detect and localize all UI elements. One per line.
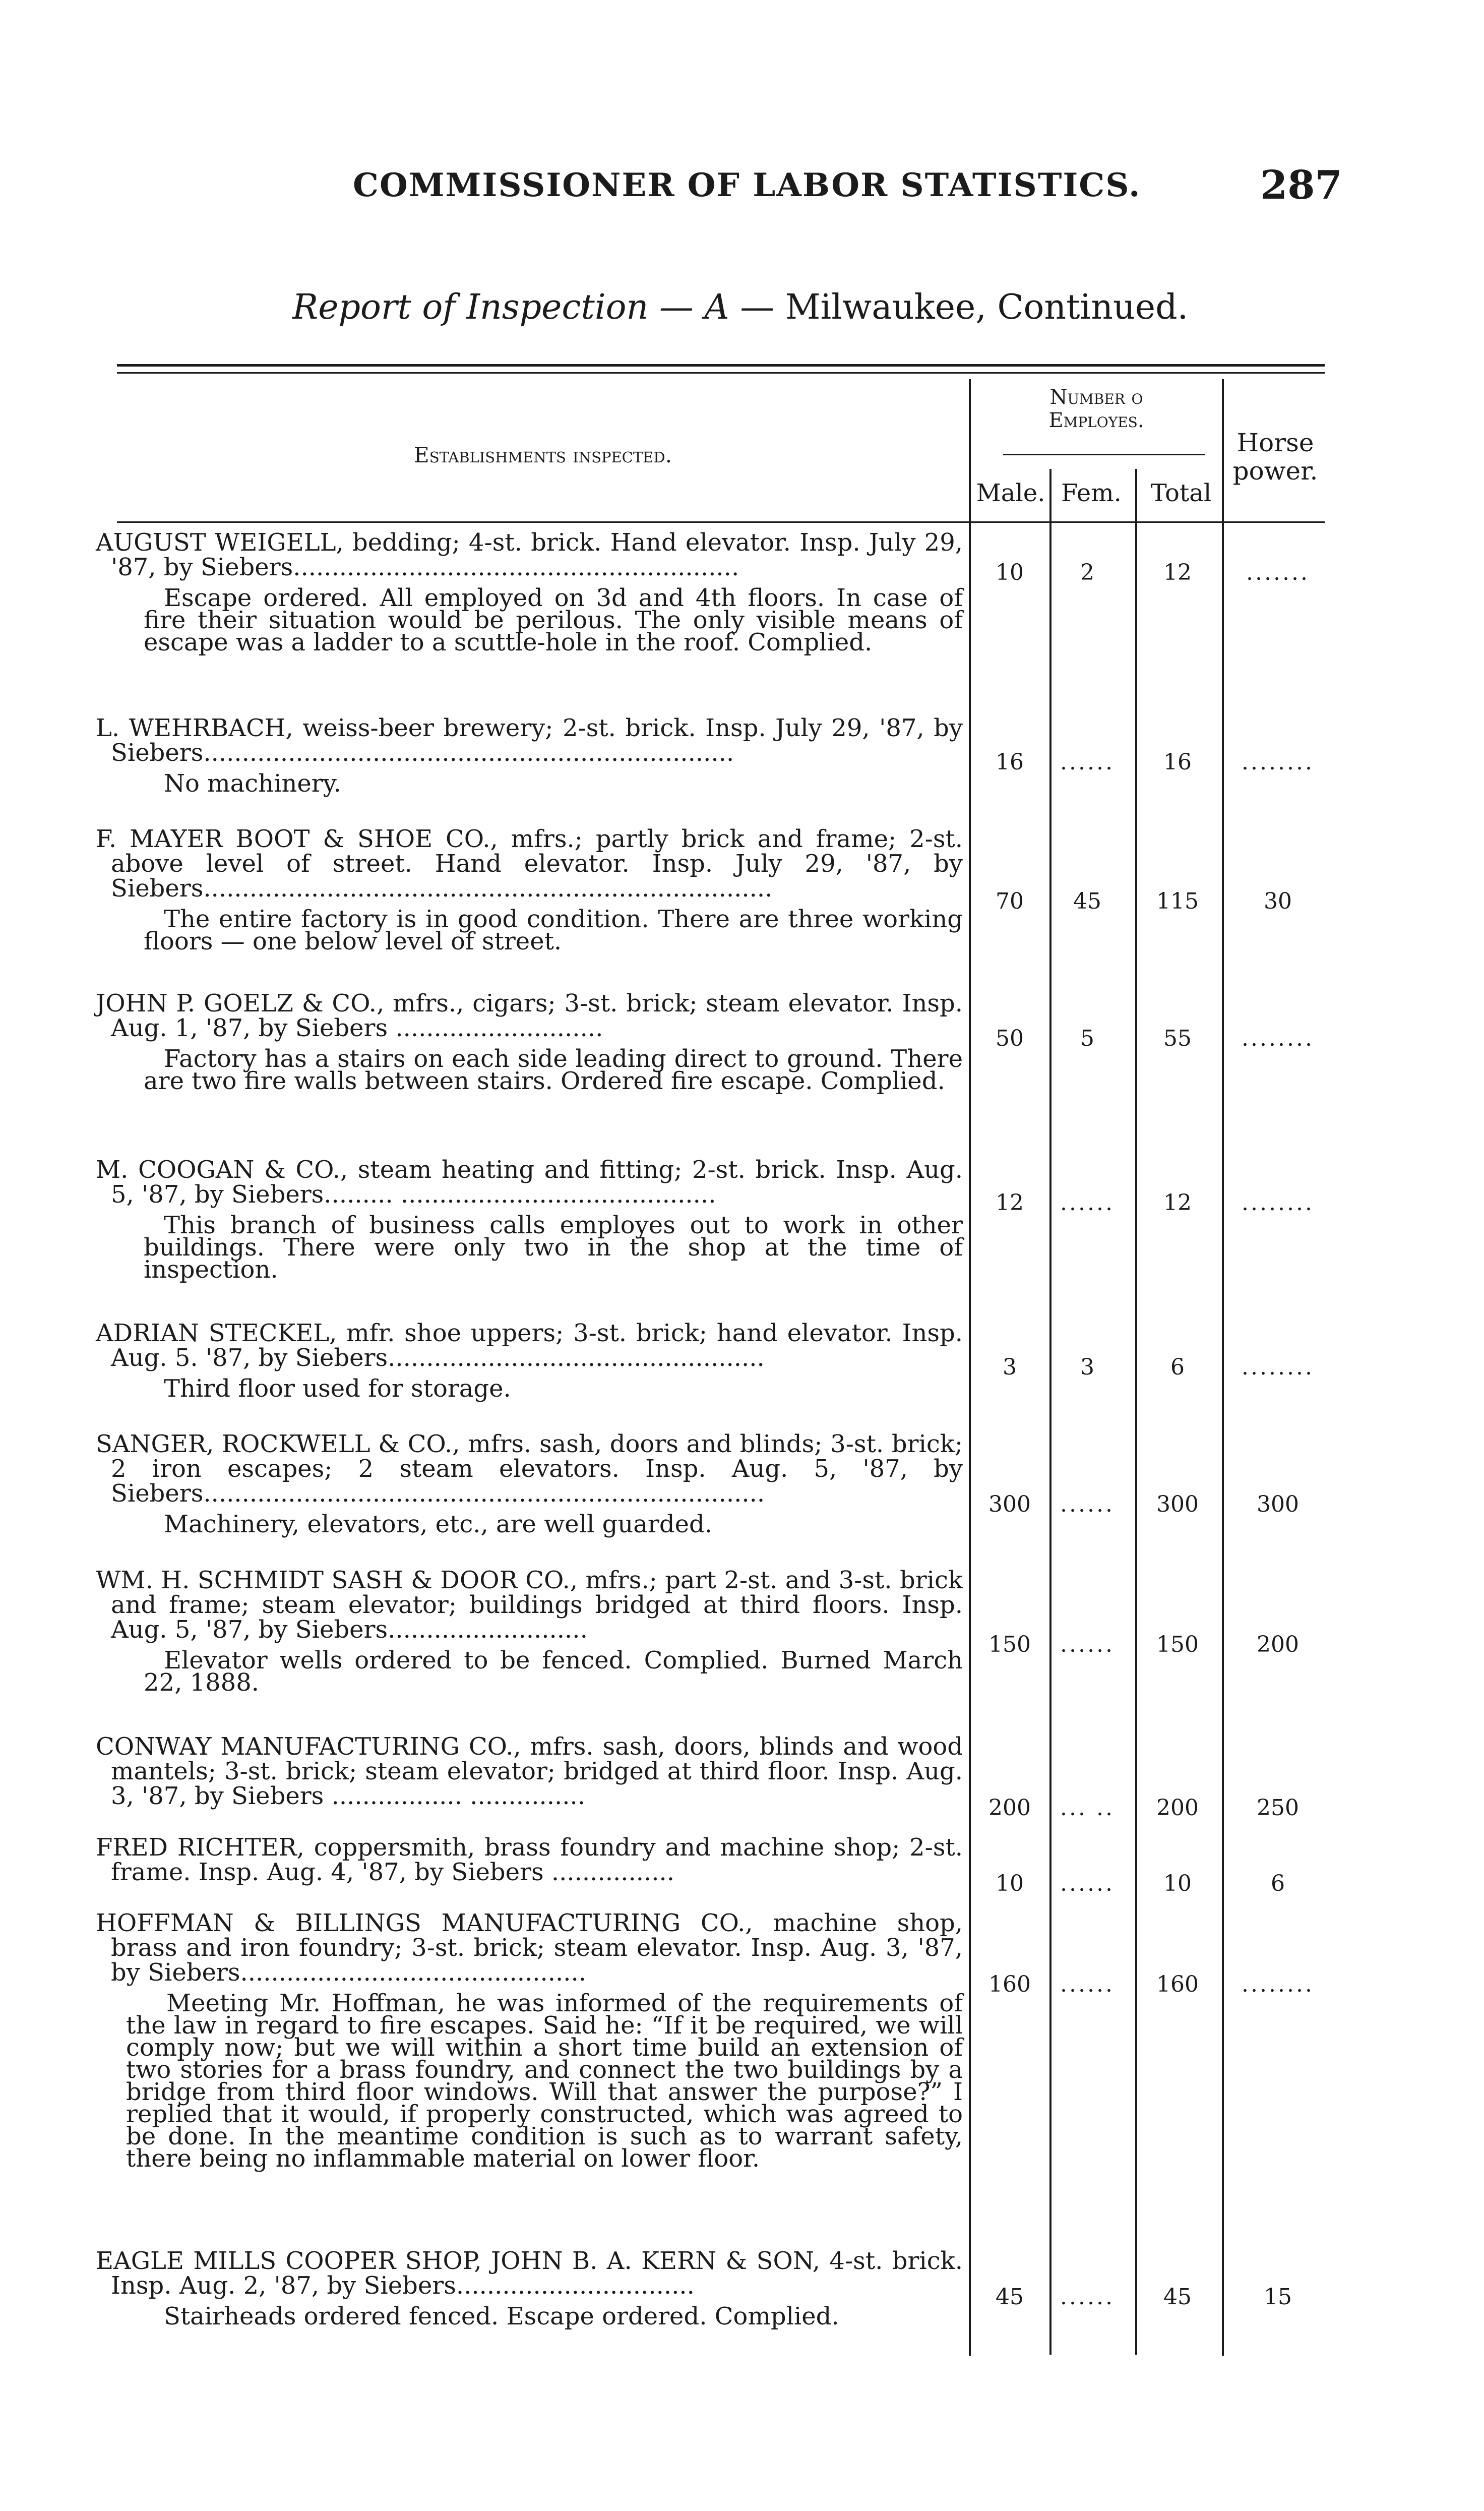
total-count: 160 — [1156, 1971, 1199, 1997]
female-count: ...... — [1060, 2284, 1115, 2310]
total-count: 300 — [1156, 1491, 1199, 1517]
header-employes-line: Employes. — [1048, 409, 1144, 432]
entry-description: HOFFMAN & BILLINGS MANUFACTURING CO., machine shop, brass and iron foundry; 3-st. brick; steam elevator. Insp. Aug. 3, '87, by Siebers............................................. — [96, 1909, 963, 1987]
entry — [96, 1430, 963, 1538]
entry — [96, 1319, 963, 1403]
entry-description: JOHN P. GOELZ & CO., mfrs., cigars; 3-st. brick; steam elevator. Insp. Aug. 1, '87, by Siebers ........................... — [96, 989, 963, 1042]
header-female: Fem. — [1061, 479, 1122, 507]
entry — [96, 2247, 963, 2330]
female-count: 5 — [1080, 1026, 1094, 1051]
subtitle-italic: Report of Inspection — A — — [292, 287, 775, 327]
entry — [96, 1156, 963, 1284]
entry — [96, 528, 963, 656]
total-count: 200 — [1156, 1795, 1199, 1821]
total-count: 10 — [1163, 1871, 1192, 1896]
header-male: Male. — [976, 479, 1045, 507]
top-rule-thin — [117, 372, 1325, 374]
total-count: 115 — [1156, 888, 1199, 914]
entry — [96, 1835, 963, 1885]
entry-note: The entire factory is in good condition. There are three working floors — one below level of street. — [144, 905, 963, 955]
male-count: 45 — [996, 2284, 1024, 2310]
entry-note: Elevator wells ordered to be fenced. Complied. Burned March 22, 1888. — [144, 1646, 963, 1697]
running-title: COMMISSIONER OF LABOR STATISTICS. — [353, 166, 1141, 204]
header-subrule — [1003, 454, 1205, 455]
entry-description: AUGUST WEIGELL, bedding; 4-st. brick. Hand elevator. Insp. July 29, '87, by Siebers.......................................................... — [96, 528, 963, 581]
female-count: ...... — [1060, 1971, 1115, 1997]
entry-note: This branch of business calls employes out to work in other buildings. There were only two in the shop at the time of inspection. — [144, 1211, 963, 1284]
female-count: ...... — [1060, 749, 1115, 775]
entry-description: EAGLE MILLS COOPER SHOP, JOHN B. A. KERN & SON, 4-st. brick. Insp. Aug. 2, '87, by Siebers............................... — [96, 2247, 963, 2300]
total-count: 150 — [1156, 1632, 1199, 1657]
male-count: 50 — [996, 1026, 1024, 1051]
male-count: 150 — [988, 1632, 1031, 1657]
female-count: 3 — [1080, 1354, 1094, 1380]
female-count: ... .. — [1060, 1795, 1115, 1821]
total-count: 16 — [1163, 749, 1192, 775]
male-count: 70 — [996, 888, 1024, 914]
male-count: 10 — [996, 1871, 1024, 1896]
horse-power: 250 — [1257, 1795, 1299, 1821]
entry-note: Escape ordered. All employed on 3d and 4th floors. In case of fire their situation would be perilous. The only visible means of escape was a ladder to a scuttle-hole in the roof. Complied. — [144, 584, 963, 656]
horse-power: ........ — [1242, 749, 1314, 775]
horse-power: 30 — [1264, 888, 1292, 914]
female-count: 45 — [1073, 888, 1101, 914]
horse-power: 15 — [1264, 2284, 1292, 2310]
horse-power: 6 — [1271, 1871, 1285, 1896]
total-count: 12 — [1163, 1190, 1192, 1216]
page-subtitle — [292, 287, 1188, 327]
entry-note: Machinery, elevators, etc., are well guarded. — [164, 1510, 712, 1538]
entry — [96, 1909, 963, 2173]
top-rule — [117, 364, 1325, 367]
entry — [96, 714, 963, 798]
female-count: ...... — [1060, 1632, 1115, 1657]
entry-note: Factory has a stairs on each side leading direct to ground. There are two fire walls between stairs. Ordered fire escape. Complied. — [144, 1045, 963, 1095]
entry — [96, 1732, 963, 1810]
entry-description: L. WEHRBACH, weiss-beer brewery; 2-st. brick. Insp. July 29, '87, by Siebers..................................................................... — [96, 714, 963, 767]
entry — [96, 825, 963, 955]
horse-power: 300 — [1257, 1491, 1299, 1517]
header-total: Total — [1150, 479, 1212, 507]
header-establishments: Establishments inspected. — [414, 443, 672, 467]
entry-description: CONWAY MANUFACTURING CO., mfrs. sash, doors, blinds and wood mantels; 3-st. brick; steam elevator; bridged at third floor. Insp. Aug. 3, '87, by Siebers ................. ............... — [96, 1732, 963, 1810]
header-number-of — [973, 386, 1220, 432]
entry-note: Stairheads ordered fenced. Escape ordered. Complied. — [164, 2302, 839, 2330]
horse-power: ....... — [1246, 560, 1310, 585]
entry — [96, 1566, 963, 1697]
header-horse-power: Horse power. — [1232, 428, 1318, 486]
entry — [96, 989, 963, 1095]
total-count: 45 — [1163, 2284, 1192, 2310]
female-count: ...... — [1060, 1491, 1115, 1517]
total-count: 12 — [1163, 560, 1192, 585]
horse-power: ........ — [1242, 1971, 1314, 1997]
entry-description: FRED RICHTER, coppersmith, brass foundry and machine shop; 2-st. frame. Insp. Aug. 4, '87, by Siebers ................ — [96, 1833, 963, 1886]
total-count: 6 — [1170, 1354, 1185, 1380]
header-number-of-line: Number o — [1049, 386, 1143, 409]
male-count: 16 — [996, 749, 1024, 775]
horse-power: ........ — [1242, 1190, 1314, 1216]
male-count: 300 — [988, 1491, 1031, 1517]
entry-description: SANGER, ROCKWELL & CO., mfrs. sash, doors and blinds; 3-st. brick; 2 iron escapes; 2 steam elevators. Insp. Aug. 5, '87, by Siebers......................................................................... — [96, 1430, 963, 1508]
subtitle-rest: Milwaukee, Continued. — [785, 287, 1189, 327]
entry-description: WM. H. SCHMIDT SASH & DOOR CO., mfrs.; part 2-st. and 3-st. brick and frame; steam elevator; buildings bridged at third floors. Insp. Aug. 5, '87, by Siebers.......................... — [96, 1566, 963, 1644]
horse-power: 200 — [1257, 1632, 1299, 1657]
female-count: ...... — [1060, 1871, 1115, 1896]
horse-power: ........ — [1242, 1026, 1314, 1051]
total-count: 55 — [1163, 1026, 1192, 1051]
male-count: 160 — [988, 1971, 1031, 1997]
entry-note: No machinery. — [164, 769, 341, 798]
entry-description: M. COOGAN & CO., steam heating and fitting; 2-st. brick. Insp. Aug. 5, '87, by Siebers......... ......................................... — [96, 1156, 963, 1209]
female-count: 2 — [1080, 560, 1094, 585]
horse-power: ........ — [1242, 1354, 1314, 1380]
male-count: 3 — [1003, 1354, 1017, 1380]
male-count: 10 — [996, 560, 1024, 585]
entry-description: F. MAYER BOOT & SHOE CO., mfrs.; partly brick and frame; 2-st. above level of street. Hand elevator. Insp. July 29, '87, by Siebers.......................................................................... — [96, 825, 963, 903]
column-rule-left — [969, 379, 971, 2356]
entry-description: ADRIAN STECKEL, mfr. shoe uppers; 3-st. brick; hand elevator. Insp. Aug. 5. '87, by Siebers................................................. — [96, 1319, 963, 1372]
header-bottom-rule — [117, 521, 1325, 523]
male-count: 12 — [996, 1190, 1024, 1216]
entry-note: Third floor used for storage. — [164, 1374, 511, 1403]
entry-note: Meeting Mr. Hoffman, he was informed of the requirements of the law in regard to fire escapes. Said he: “If it be required, we will comply now; but we will within a short time build an extension of two stories for a brass foundry, and connect the two buildings by a bridge from third floor windows. Will that answer the purpose?” I replied that it would, if properly constructed, which was agreed to be done. In the meantime condition is such as to warrant safety, there being no inflammable material on lower floor. — [126, 1989, 963, 2173]
female-count: ...... — [1060, 1190, 1115, 1216]
male-count: 200 — [988, 1795, 1031, 1821]
page-number: 287 — [1260, 162, 1342, 208]
column-rule-total — [1222, 379, 1224, 2356]
